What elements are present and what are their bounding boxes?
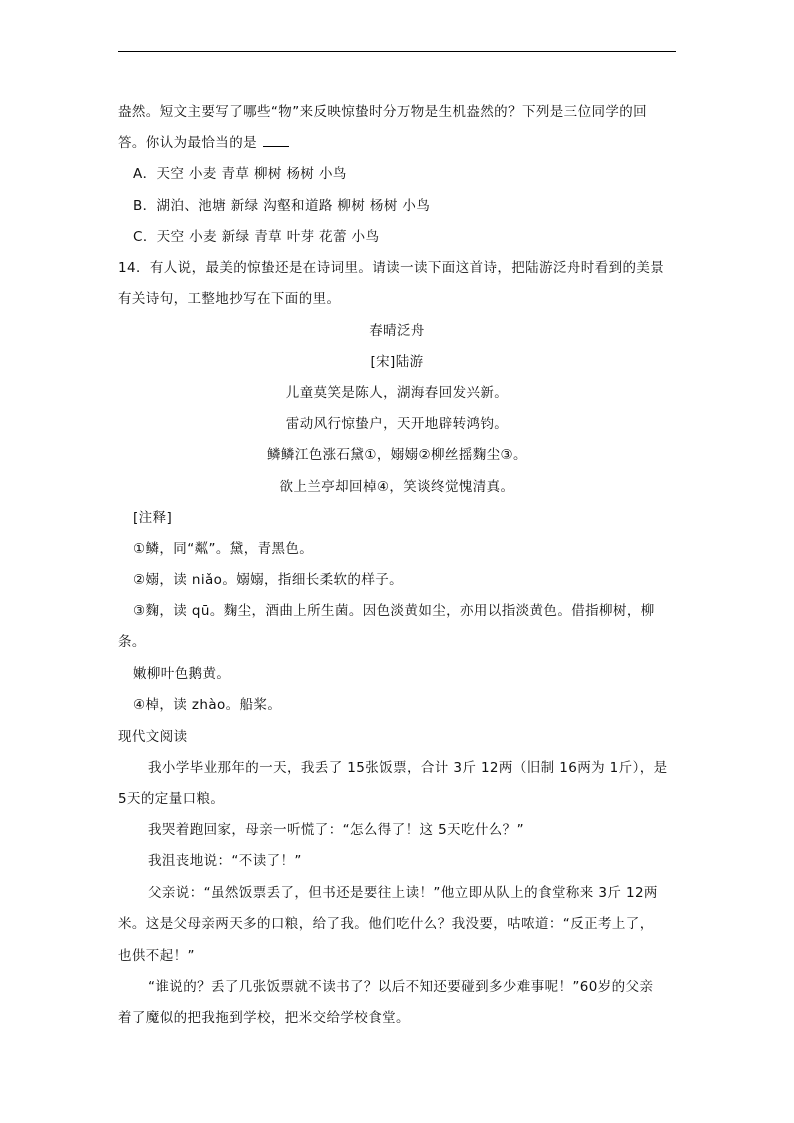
poem-line: 鳞鳞江色涨石黛①，嫋嫋②柳丝摇麴尘③。: [267, 447, 527, 463]
q13-prompt: 答。你认为最恰当的是: [118, 135, 257, 151]
poem-author: [宋]陆游: [370, 354, 424, 370]
poem-line: 儿童莫笑是陈人，湖海春回发兴新。: [285, 385, 509, 401]
option-b: B．湖泊、池塘 新绿 沟壑和道路 柳树 杨树 小鸟: [133, 198, 431, 214]
paragraph-line: 着了魔似的把我拖到学校，把米交给学校食堂。: [118, 1010, 410, 1026]
note-item: ④棹，读 zhào。船桨。: [133, 697, 282, 713]
paragraph-line: 5天的定量口粮。: [118, 791, 225, 807]
paragraph-line: 米。这是父母亲两天多的口粮，给了我。他们吃什么？我没要，咕哝道：“反正考上了，: [118, 916, 654, 932]
paragraph-line: 也供不起！”: [118, 948, 195, 964]
note-item: ①鳞，同“粼”。黛，青黑色。: [133, 541, 314, 557]
note-item: ②嫋，读 niǎo。嫋嫋，指细长柔软的样子。: [133, 572, 404, 588]
q13-text-line: 盎然。短文主要写了哪些“物”来反映惊蛰时分万物是生机盎然的？下列是三位同学的回: [118, 104, 648, 120]
header-rule: [118, 51, 676, 52]
section-heading: 现代文阅读: [118, 729, 188, 745]
note-item: ③麴，读 qū。麴尘，酒曲上所生菌。因色淡黄如尘，亦用以指淡黄色。借指柳树，柳: [133, 603, 655, 619]
poem-line: 雷动风行惊蛰户，天开地辟转鸿钧。: [285, 416, 509, 432]
notes-heading: [注释]: [133, 510, 173, 526]
note-item: 条。: [118, 634, 146, 650]
option-c: C．天空 小麦 新绿 青草 叶芽 花蕾 小鸟: [133, 229, 380, 245]
poem-title: 春晴泛舟: [369, 323, 425, 339]
option-a: A．天空 小麦 青草 柳树 杨树 小鸟: [133, 166, 347, 182]
answer-blank[interactable]: [263, 134, 289, 147]
paragraph-line: 父亲说：“虽然饭票丢了，但书还是要往上读！”他立即从队上的食堂称来 3斤 12两: [148, 885, 658, 901]
paragraph-line: 我小学毕业那年的一天，我丢了 15张饭票，合计 3斤 12两（旧制 16两为 1斤），是: [148, 760, 668, 776]
q14-text-line: 14．有人说，最美的惊蛰还是在诗词里。请读一读下面这首诗，把陆游泛舟时看到的美景: [118, 260, 665, 276]
paragraph-line: “谁说的？丢了几张饭票就不读书了？以后不知还要碰到多少难事呢！”60岁的父亲: [148, 979, 654, 995]
note-item: 嫩柳叶色鹅黄。: [133, 666, 231, 682]
q13-text-line: [118, 134, 289, 152]
paragraph-line: 我哭着跑回家，母亲一听慌了：“怎么得了！这 5天吃什么？”: [148, 822, 524, 838]
poem-line: 欲上兰亭却回棹④，笑谈终觉愧清真。: [279, 479, 515, 495]
paragraph-line: 我沮丧地说：“不读了！”: [148, 853, 302, 869]
q14-text-line: 有关诗句，工整地抄写在下面的里。: [118, 291, 341, 307]
